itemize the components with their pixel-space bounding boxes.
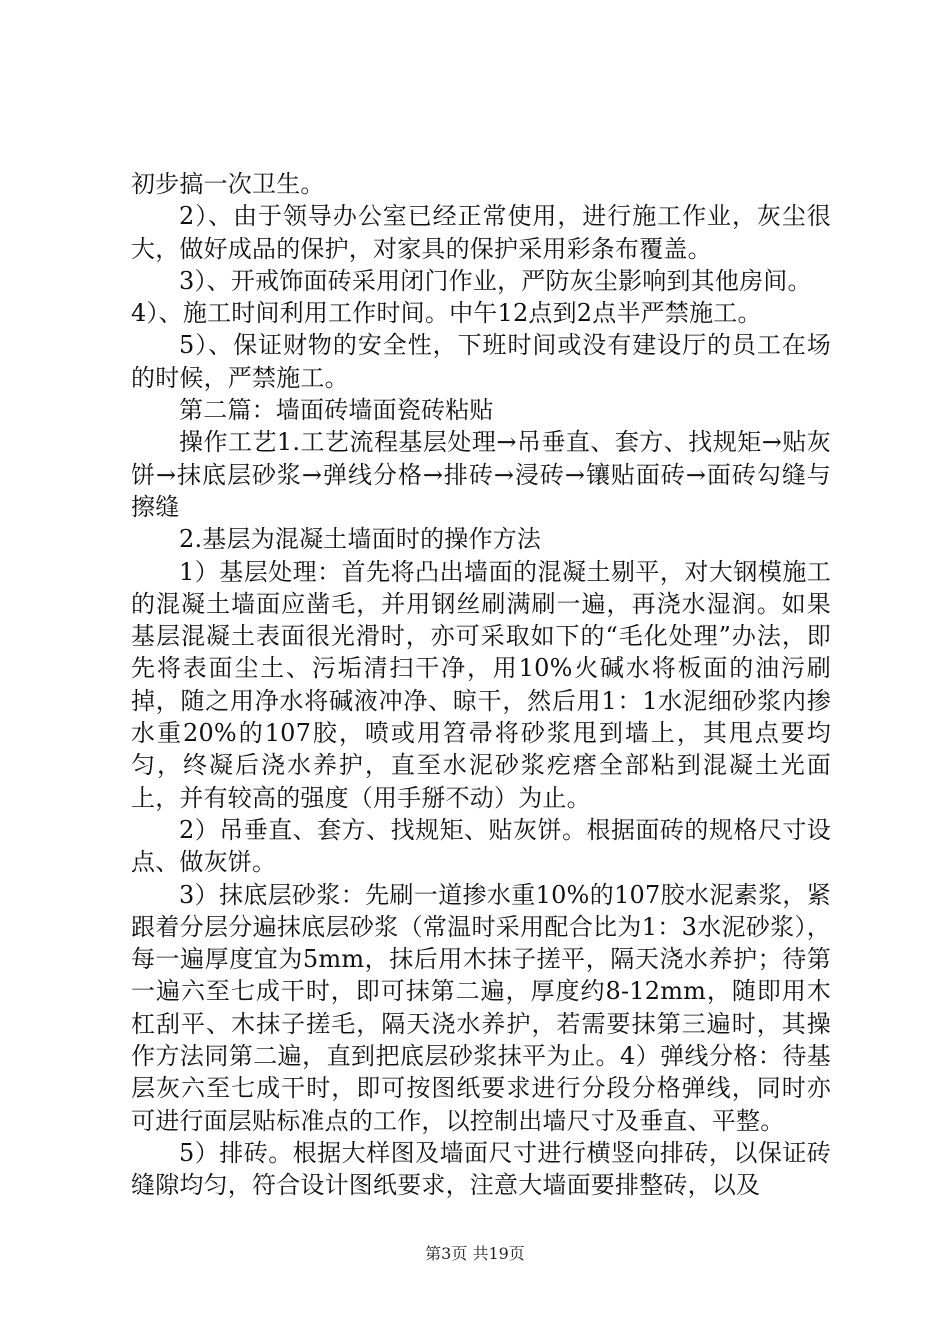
paragraph-item-2: 2）、由于领导办公室已经正常使用，进行施工作业，灰尘很大，做好成品的保护，对家具的保护采用彩条布覆盖。 <box>131 202 831 263</box>
page-number-label: 第3页 共19页 <box>425 1244 525 1263</box>
section-heading: 第二篇：墙面砖墙面瓷砖粘贴 <box>179 396 494 425</box>
paragraph-item-5: 5）、保证财物的安全性，下班时间或没有建设厅的员工在场的时候，严禁施工。 <box>131 331 831 392</box>
paragraph-cleaning: 初步搞一次卫生。 <box>131 170 325 198</box>
paragraph-item-4: 4）、施工时间利用工作时间。中午12点到2点半严禁施工。 <box>131 299 762 328</box>
paragraph-method-heading: 2.基层为混凝土墙面时的操作方法 <box>179 525 542 554</box>
page-footer <box>0 1244 950 1264</box>
paragraph-item-3: 3）、开戒饰面砖采用闭门作业，严防灰尘影响到其他房间。 <box>179 266 812 295</box>
paragraph-step-2: 2）吊垂直、套方、找规矩、贴灰饼。根据面砖的规格尺寸设点、做灰饼。 <box>131 815 831 877</box>
paragraph-step-5: 5）排砖。根据大样图及墙面尺寸进行横竖向排砖，以保证砖缝隙均匀，符合设计图纸要求，注意大墙面要排整砖，以及 <box>131 1138 831 1200</box>
paragraph-step-1: 1）基层处理：首先将凸出墙面的混凝土剔平，对大钢模施工的混凝土墙面应凿毛，并用钢丝刷满刷一遍，再浇水湿润。如果基层混凝土表面很光滑时，亦可采取如下的“毛化处理”办法，即先将表面尘土、污垢清扫干净，用10%火碱水将板面的油污刷掉，随之用净水将碱液冲净、晾干，然后用1：1水泥细砂浆内掺水重20%的107胶，喷或用笤帚将砂浆甩到墙上，其甩点要均匀，终凝后浇水养护，直至水泥砂浆疙瘩全部粘到混凝土光面上，并有较高的强度（用手掰不动）为止。 <box>131 557 831 812</box>
document-body <box>131 168 831 1202</box>
paragraph-process-flow: 操作工艺1.工艺流程基层处理→吊垂直、套方、找规矩→贴灰饼→抹底层砂浆→弹线分格→排砖→浸砖→镶贴面砖→面砖勾缝与擦缝 <box>131 428 831 521</box>
paragraph-step-3-4: 3）抹底层砂浆：先刷一道掺水重10%的107胶水泥素浆，紧跟着分层分遍抹底层砂浆（常温时采用配合比为1：3水泥砂浆），每一遍厚度宜为5mm，抹后用木抹子搓平，隔天浇水养护；待第一遍六至七成干时，即可抹第二遍，厚度约8-12mm，随即用木杠刮平、木抹子搓毛，隔天浇水养护，若需要抹第三遍时，其操作方法同第二遍，直到把底层砂浆抹平为止。4）弹线分格：待基层灰六至七成干时，即可按图纸要求进行分段分格弹线，同时亦可进行面层贴标准点的工作，以控制出墙尺寸及垂直、平整。 <box>131 880 831 1135</box>
